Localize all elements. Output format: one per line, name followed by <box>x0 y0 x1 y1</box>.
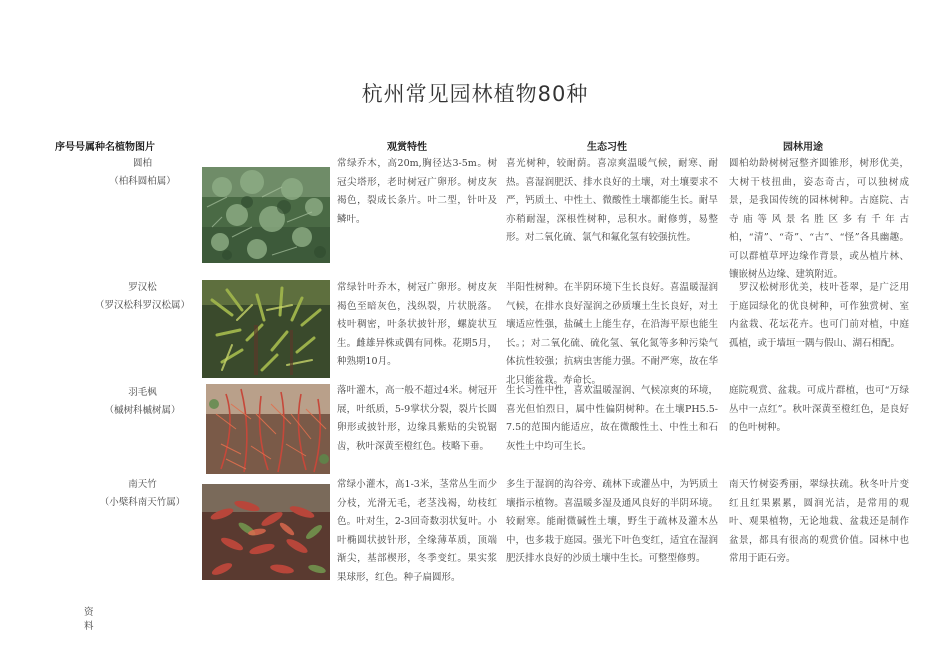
use-text: 罗汉松树形优美，枝叶苍翠，是广泛用于庭园绿化的优良树种，可作独赏树、室内盆栽、花坛花卉。也可门前对植，中庭孤植，或于墙垣一隅与假山、湖石相配。 <box>729 282 909 349</box>
header-ecology: 生态习性 <box>587 142 627 153</box>
ecology-text: 多生于湿润的沟谷旁、疏林下或灌丛中，为钙质土壤指示植物。喜温暖多湿及通风良好的半阴环境。较耐寒。能耐微碱性土壤，野生于疏林及灌木丛中，也多栽于庭园。强光下叶色变红，适宜在湿润肥沃排水良好的沙质土壤中生长。可整型修剪。 <box>506 479 718 564</box>
footer-note: 资料 <box>84 607 94 632</box>
plant-name: 羽毛枫 <box>128 387 157 398</box>
header-use: 园林用途 <box>783 142 823 153</box>
plant-family: （小檗科南天竹属） <box>99 497 186 508</box>
plant-photo-juniper <box>202 167 330 263</box>
plant-photo-maple <box>206 384 330 474</box>
ecology-text: 生长习性中性，喜欢温暖湿润、气候凉爽的环境，喜光但怕烈日，属中性偏阴树种。在土壤PH5.5-7.5的范围内能适应，故在微酸性土、中性土和石灰性土中均可生长。 <box>506 385 718 452</box>
ornamental-text: 落叶灌木，高一般不超过4米。树冠开展，叶纸质，5-9掌状分裂，裂片长圆卵形或披针形，边缘具紫贴的尖锐锯齿，秋叶深黄至橙红色。枝略下垂。 <box>337 385 497 452</box>
plant-name-cell <box>95 281 190 312</box>
plant-family: （罗汉松科罗汉松属） <box>95 300 191 311</box>
plant-name-cell <box>95 386 190 417</box>
plant-family: （柏科圆柏属） <box>109 176 176 187</box>
plant-name: 南天竹 <box>128 479 157 490</box>
use-text: 圆柏幼龄树树冠整齐圆锥形，树形优美，大树干枝扭曲，姿态奇古，可以独树成景，是我国传统的园林树种。古庭院、古寺庙等风景名胜区多有千年古柏，“清”、“奇”、“古”、“怪”各具幽趣。可以群植草坪边缘作背景，或丛植片林、镶嵌树丛边缘、建筑附近。 <box>729 158 909 280</box>
plant-name-cell <box>95 157 190 188</box>
ornamental-text: 常绿针叶乔木，树冠广卵形。树皮灰褐色至暗灰色，浅纵裂，片状脱落。枝叶稠密，叶条状披针形，螺旋状互生。雌雄异株或偶有同株。花期5月，种熟期10月。 <box>337 282 497 367</box>
header-ornamental: 观赏特性 <box>387 142 427 153</box>
ecology-text: 喜光树种，较耐荫。喜凉爽温暖气候，耐寒、耐热。喜湿润肥沃、排水良好的土壤，对土壤要求不严，钙质土、中性土、微酸性土壤都能生长。耐旱亦稍耐湿，深根性树种，忌积水。耐修剪，易整形。对二氧化硫、氯气和氟化氢有较强抗性。 <box>506 158 718 243</box>
ornamental-text: 常绿小灌木，高1-3米，茎常丛生而少分枝，光滑无毛，老茎浅褐，幼枝红色。叶对生，2-3回奇数羽状复叶。小叶椭圆状披针形，全缘薄革质，顶端渐尖，基部楔形，冬季变红。果实浆果球形，红色。种子扁圆形。 <box>337 479 497 583</box>
ornamental-text: 常绿乔木，高20m,胸径达3-5m。树冠尖塔形，老时树冠广卵形。树皮灰褐色，裂成长条片。叶二型，针叶及鳞叶。 <box>337 158 497 225</box>
plant-photo-nandina <box>202 484 330 580</box>
plant-name: 圆柏 <box>132 158 152 169</box>
ecology-text: 半阳性树种。在半阴环境下生长良好。喜温暖湿润气候，在排水良好湿润之砂质壤土生长良好，对土壤适应性强，盐碱土上能生存，在沿海平原也能生长。；对二氧化硫、硫化氢、氧化氮等多种污染气体抗性较强；抗病虫害能力强。不耐严寒，故在华北只能盆栽。寿命长。 <box>506 282 718 386</box>
header-index: 序号号属种名植物图片 <box>55 142 155 153</box>
use-text: 南天竹树姿秀丽，翠绿扶疏。秋冬叶片变红且红果累累，圆润光洁，是常用的观叶、观果植物，无论地栽、盆栽还是制作盆景，都具有很高的观赏价值。园林中也常用于距石旁。 <box>729 479 909 564</box>
plant-name: 罗汉松 <box>128 282 157 293</box>
plant-name-cell <box>95 478 190 509</box>
page-title: 杭州常见园林植物80种 <box>361 82 589 106</box>
plant-photo-podocarpus <box>202 280 330 378</box>
plant-family: （槭树科槭树属） <box>104 405 181 416</box>
use-text: 庭院观赏、盆栽。可成片群植，也可“万绿丛中一点红”。秋叶深黄至橙红色，是良好的色叶树种。 <box>729 385 909 433</box>
